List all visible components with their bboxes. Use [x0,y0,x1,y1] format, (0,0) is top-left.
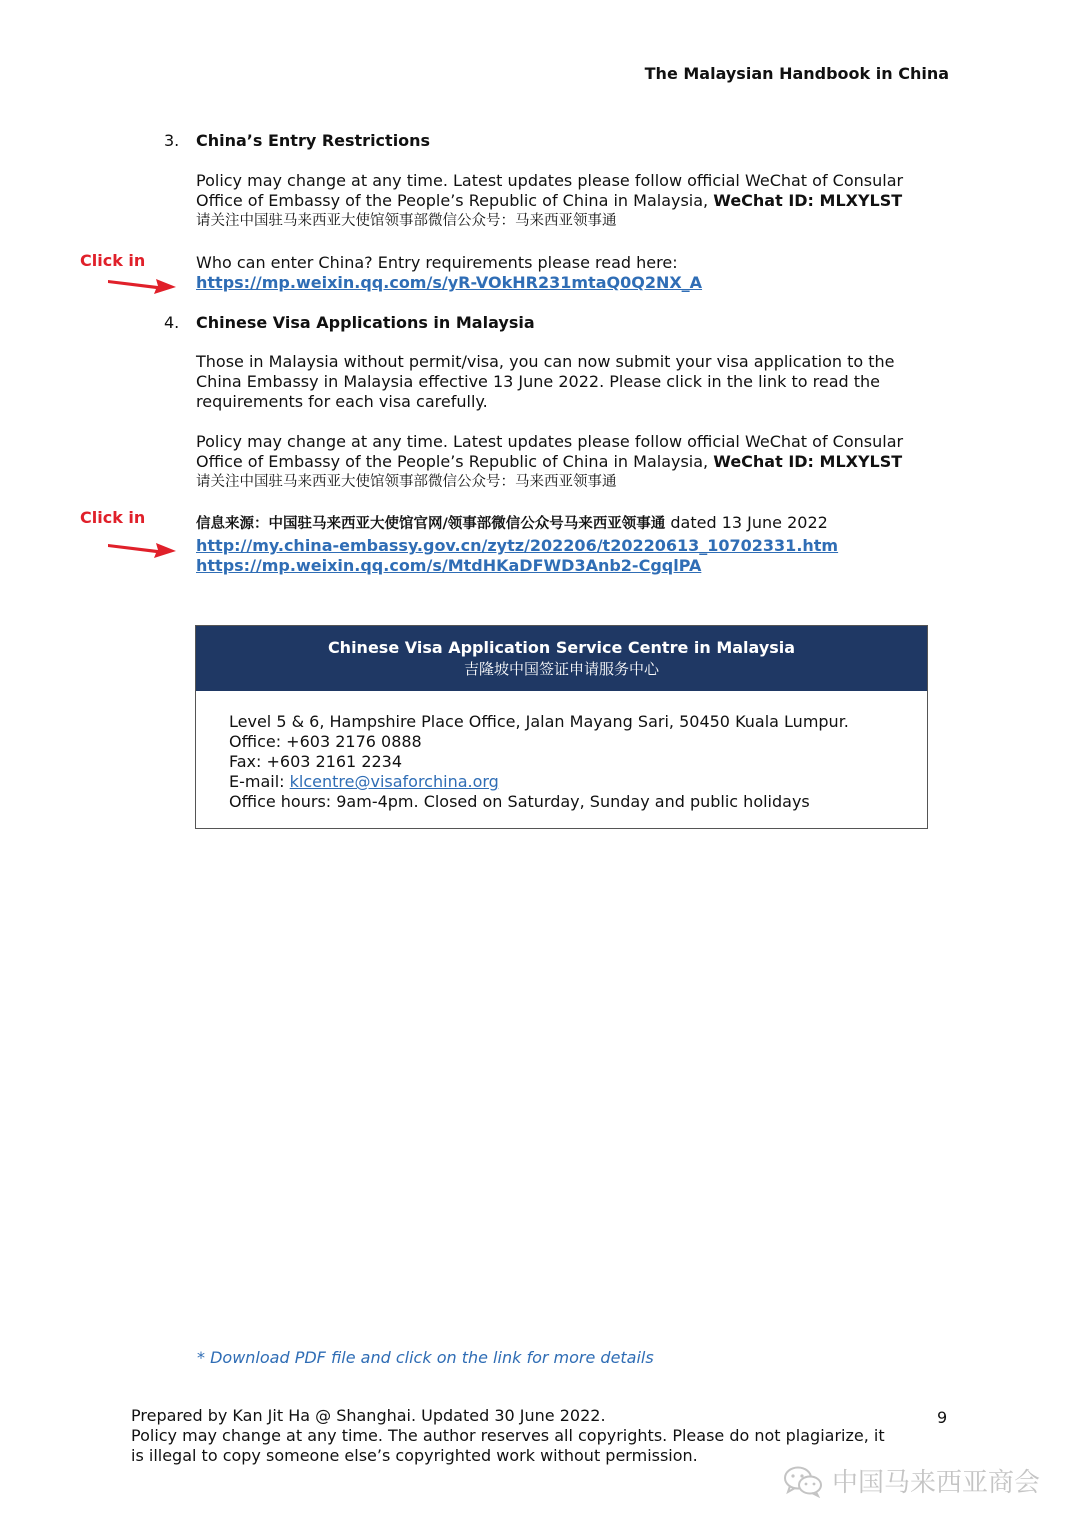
page-number: 9 [937,1408,948,1427]
section-3-policy-text: Policy may change at any time. Latest updates please follow official WeChat of Consular Office of Embassy of the People’s Republic of China in Malaysia, [196,171,904,210]
section-3-number: 3. [164,131,180,150]
footer-line-3: is illegal to copy someone else’s copyrighted work without permission. [131,1446,698,1465]
watermark [782,1462,1040,1499]
embassy-notice-link[interactable]: http://my.china-embassy.gov.cn/zytz/202206/t20220613_10702331.htm [196,536,839,555]
source-date: dated 13 June 2022 [665,513,828,532]
red-arrow-icon [106,272,178,296]
section-3-policy-paragraph [196,171,936,211]
service-centre-title: Chinese Visa Application Service Centre in Malaysia [327,638,796,657]
page-header-title: The Malaysian Handbook in China [644,64,949,83]
section-4-title: Chinese Visa Applications in Malaysia [196,313,535,332]
service-centre-details [229,712,849,812]
entry-question: Who can enter China? Entry requirements please read here: [196,253,678,272]
entry-requirements-link[interactable]: https://mp.weixin.qq.com/s/yR-VOkHR231mtaQ0Q2NX_A [196,273,703,292]
wechat-article-link[interactable]: https://mp.weixin.qq.com/s/MtdHKaDFWD3Anb2-CgqlPA [196,556,702,575]
section-4-number: 4. [164,313,180,332]
section-3-click-in-label: Click in [80,251,146,270]
section-4-wechat-id: WeChat ID: MLXYLST [713,452,903,471]
download-note: * Download PDF file and click on the link for more details [197,1348,654,1367]
service-centre-email-row [229,772,849,792]
footer-line-2: Policy may change at any time. The author reserves all copyrights. Please do not plagiarize, it [131,1426,885,1445]
wechat-icon [782,1464,824,1498]
service-centre-email-label: E-mail: [229,772,290,791]
section-3-zh-note: 请关注中国驻马来西亚大使馆领事部微信公众号：马来西亚领事通 [196,213,617,229]
service-centre-header [196,626,927,691]
source-line [196,513,828,534]
footer-line-1: Prepared by Kan Jit Ha @ Shanghai. Updated 30 June 2022. [131,1406,606,1425]
section-4-click-in-label: Click in [80,508,146,527]
section-4-intro-paragraph: Those in Malaysia without permit/visa, you can now submit your visa application to the China Embassy in Malaysia effective 13 June 2022. Please click in the link to read the requirements for each visa carefully. [196,352,895,411]
service-centre-office-phone: Office: +603 2176 0888 [229,732,422,751]
section-3-wechat-id: WeChat ID: MLXYLST [713,191,903,210]
service-centre-email-link[interactable]: klcentre@visaforchina.org [289,772,499,791]
red-arrow-icon [106,536,178,560]
section-4-zh-note: 请关注中国驻马来西亚大使馆领事部微信公众号：马来西亚领事通 [196,474,617,490]
section-3-title: China’s Entry Restrictions [196,131,431,150]
page-footer [131,1406,885,1466]
service-centre-address: Level 5 & 6, Hampshire Place Office, Jalan Mayang Sari, 50450 Kuala Lumpur. [229,712,849,731]
watermark-text: 中国马来西亚商会 [832,1468,1041,1498]
service-centre-box [195,625,928,829]
service-centre-hours: Office hours: 9am-4pm. Closed on Saturday, Sunday and public holidays [229,792,810,811]
section-4-policy-paragraph [196,432,936,472]
source-zh: 信息来源：中国驻马来西亚大使馆官网/领事部微信公众号马来西亚领事通 [196,516,666,532]
section-4-policy-text: Policy may change at any time. Latest updates please follow official WeChat of Consular Office of Embassy of the People’s Republic of China in Malaysia, [196,432,904,471]
service-centre-fax: Fax: +603 2161 2234 [229,752,403,771]
service-centre-title-zh: 吉隆坡中国签证申请服务中心 [463,660,659,678]
